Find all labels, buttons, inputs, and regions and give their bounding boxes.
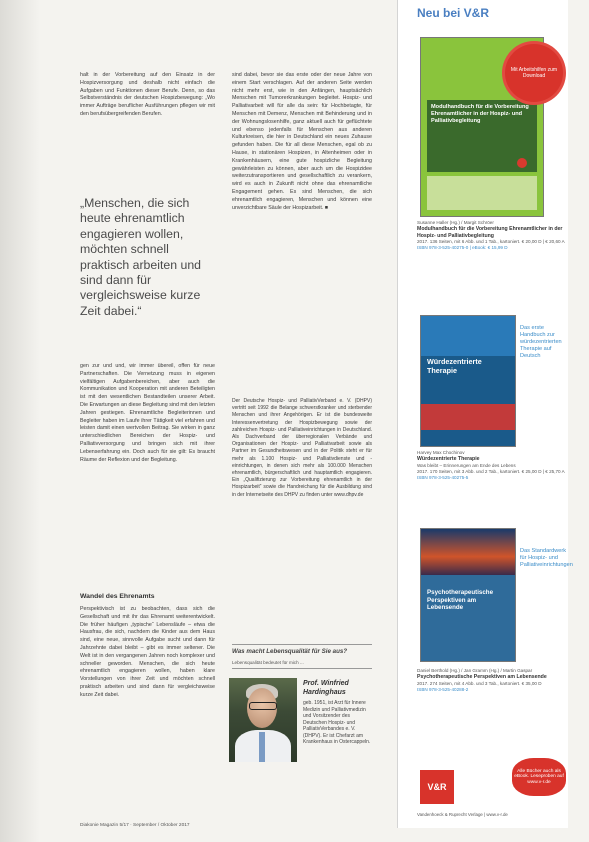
article-column-2: sind dabei, bevor sie das erste oder der neue Jahre von einem Start verschlagen. Auf der anderen Seite werden nicht mehr erst, wie in den Anfängen, hauptsächlich Menschen mit Tumorerkrankungen begleitet. Hospiz- und Palliativarbeit will für alle da sein: für Hochbetagte, für Menschen mit Demenz, Menschen mit Behinderung und in der Wohnungslosenhilfe, ganz aktuell auch für geflüchtete und ebenso jedenfalls für Menschen aus anderen Kulturkreisen, die hier in Deutschland ein neues Zuhause gefunden haben. Die für all diese Menschen, egal ob zu Hause, in stationären Hospizen, in Altenheimen oder in Krankenhäusern, eine gute hospizliche Begleitung gewährleisten zu können, aber auch um die Hospizidee weiterzutransportieren und gesellschaftlich zu verankern, wird es auch in Zukunft nicht ohne das ehrenamtliche Engagement gehen. Es sind Menschen, die sich ehrenamtlich engagieren, Menschen und können eine unverzichtbare Säule der Hospizarbeit. ■ (232, 72, 372, 211)
section-heading: Wandel des Ehrenamts (80, 593, 155, 600)
book3-authors: Daniel Berthold (Hg.) / Jan Gramm (Hg.) / Martin Gaspar (417, 668, 533, 673)
page-gutter-shadow (0, 0, 40, 842)
book1-isbn: ISBN 978-3-525-40275-0 | eBook: € 15,99 D (417, 245, 508, 251)
book2-title: Würdezentrierte Therapie (417, 456, 480, 463)
book1-authors: Susanne Haller (Hg.) / Margit Schröer (417, 220, 494, 225)
box-divider-bottom (232, 668, 372, 669)
book3-details: 2017. 274 Seiten, mit 4 Abb. und 3 Tab., kartoniert. € 35,00 D (417, 680, 542, 686)
book-cover-psychotherapeutische-perspektiven[interactable] (420, 528, 516, 662)
ebook-badge: Alle Bücher auch als eBook. Leseproben auf www.v-r.de (512, 758, 566, 796)
book2-isbn: ISBN 978-3-525-40275-5 (417, 475, 469, 481)
book1-details: 2017. 136 Seiten, mit 6 Abb. und 1 Tab., kartoniert. € 20,00 D | € 20,60 A (417, 238, 565, 244)
article-column-1-top: halt in der Vorbereitung auf den Einsatz in der Hospizversorgung und deshalb nicht einfach die Aufgaben und Funktionen dieser Berufe. Denn, so das Selbstverständnis der deutschen Hospizbewegung: „Wo immer Aufträge beruflicher Ausführungen pflegen wir mit den berufsübergreifenden Berufen. (80, 72, 215, 117)
bio-name: Prof. Winfried Hardinghaus (303, 680, 349, 696)
book2-authors: Harvey Max Chochinov (417, 450, 465, 455)
bio-text: geb. 1951, ist Arzt für Innere Medizin und Palliativmedizin und Vorsitzender des Deutschen Hospiz- und PalliativVerbandes e. V. (DHPV). Er ist Chefarzt am Krankenhaus in Ostercappeln. (303, 700, 371, 745)
book1-cover-title: Modulhandbuch für die Vorbereitung Ehrenamtlicher in der Hospiz- und Palliativbegleitung (431, 104, 529, 124)
book2-cover-title: Würdezentrierte Therapie (427, 357, 482, 375)
book2-details: 2017. 170 Seiten, mit 3 Abb. und 2 Tab., kartoniert. € 25,00 D | € 25,70 A (417, 468, 565, 474)
book3-cover-title: Psychotherapeutische Perspektiven am Lebensende (427, 589, 494, 612)
portrait-photo (229, 678, 297, 762)
book2-subtitle: Was bleibt – Erinnerungen am Ende des Lebens (417, 462, 516, 468)
interview-box-subtitle: Lebensqualität bedeutet für mich ... (232, 660, 304, 665)
publisher-logo: V&R (420, 770, 454, 804)
cover-dot-icon (517, 158, 527, 168)
book3-blurb: Das Standardwerk für Hospiz- und Palliativeinrichtungen (520, 548, 573, 568)
article-column-1-bottom: Perspektivisch ist zu beobachten, dass sich die Gesellschaft und mit ihr das Ehrenamt weiterentwickelt. Die früher häufigen „typische“ Lebensläufe – etwa die Hausfrau, die sich, nachdem die Kinder aus dem Haus sind, eine neue, sinnvolle Aufgabe sucht und dann für Jahrzehnte dabei bleibt – gibt es immer seltener. Die Welt ist in den vergangenen Jahren noch komplexer und schneller geworden. Menschen, die sich heute ehrenamtlich engagieren wollen, haben klare Vorstellungen von ihrer Zeit und möchten schnell praktisch arbeiten und sind dann für vergleichsweise kurze Zeit dabei. (80, 606, 215, 698)
book1-info (417, 220, 567, 251)
sidebar-heading: Neu bei V&R (417, 6, 490, 20)
book3-title: Psychotherapeutische Perspektiven am Lebensende (417, 674, 547, 681)
book3-isbn: ISBN 978-3-525-40288-2 (417, 686, 469, 692)
download-badge: Mit Arbeitshilfen zum Download (505, 44, 563, 102)
interview-box-title: Was macht Lebensqualität für Sie aus? (232, 648, 348, 655)
book2-info (417, 450, 567, 481)
box-divider-top (232, 644, 372, 645)
sidebar-footer: Vandenhoeck & Ruprecht Verlage | www.v-r.de (417, 812, 508, 817)
pull-quote: „Menschen, die sich heute ehrenamtlich engagieren wollen, möchten schnell praktisch arbeiten und sind dann für vergleichsweise kurze Zeit dabei.“ (80, 196, 201, 318)
book-cover-wuerdezentrierte-therapie[interactable] (420, 315, 516, 447)
info-text-dhpv: Der Deutsche Hospiz- und PalliativVerband e. V. (DHPV) vertritt seit 1992 die Belange schwerstkranker und sterbender Menschen und ihrer Angehörigen. Er ist die bundesweite Interessenvertretung der Hospizbewegung sowie der zahlreichen Hospiz- und Palliativeinrichtungen in Deutschland. Als Dachverband der überregionalen Verbände und Organisationen der Hospiz- und Palliativarbeit sowie als Partner im Gesundheitswesen und in der Politik steht er für mehr als 1.100 Hospiz- und Palliativdienste und -einrichtungen, in denen sich mehr als 100.000 Menschen ehrenamtlich, bürgerschaftlich und hauptamtlich engagieren. Ein „Qualifizierung zur Vorbereitung ehrenamtlich in der Hospizarbeit“ sowie die Handreichung für die Ausbildung sind in der Internetseite des DHPV zu finden unter www.dhpv.de (232, 398, 372, 498)
book2-blurb: Das erste Handbuch zur würdezentrierten Therapie auf Deutsch (520, 325, 562, 359)
book1-title: Modulhandbuch für die Vorbereitung Ehrenamtlicher in der Hospiz- und Palliativbegleitung (417, 226, 563, 239)
book3-info (417, 668, 557, 693)
article-column-1-middle: gen zur und und, wir immer übereil, offen für neue Partnerschaften. Die Vernetzung muss in eigenen vielfältigen Aufgabenbereichen, aber auch die Kommunikation und Kooperation mit anderen Beteiligten ist mit den wesentlichen Bestandteilen unserer Arbeit. Die Erwartungen an diese Begleitung sind mit den letzten Jahren gestiegen. Ehrenamtliche Begleiterinnen und Begleiter haben im Laufe ihrer Tätigkeit viel erfahren und leisten damit einen wertvollen Beitrag. Sie wirken in ganz unterschiedlichen Bereichen der Hospiz- und Palliativversorgung und bringen sich mit ihrer Lebenserfahrung ein. Doch auch für sie gilt: Es braucht Räume der Reflexion und der Begleitung. (80, 363, 215, 463)
page-footer: Diakonie Magazin 5/17 · September / Oktober 2017 (80, 823, 190, 828)
